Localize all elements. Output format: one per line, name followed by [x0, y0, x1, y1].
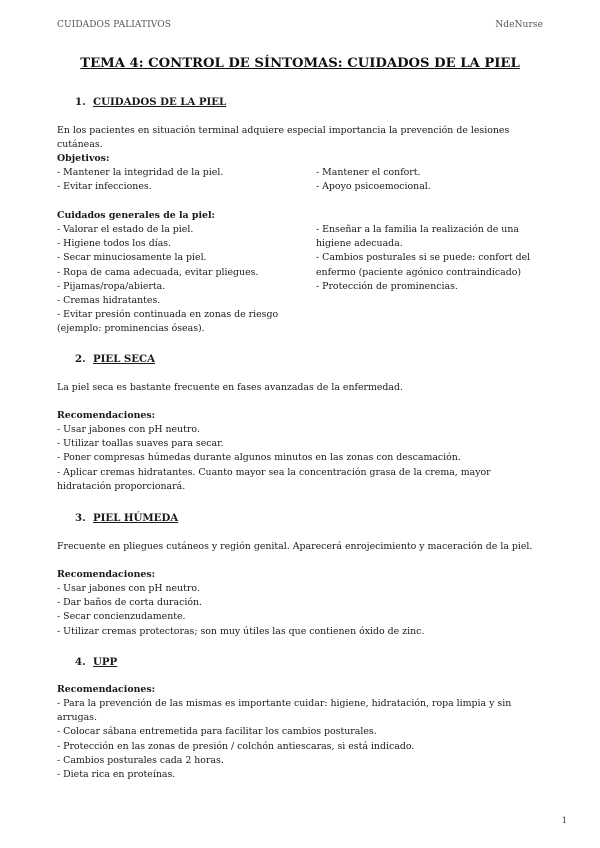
- list-item: - Colocar sábana entremetida para facilitar los cambios posturales.: [57, 726, 377, 738]
- list-item: - Usar jabones con pH neutro.: [57, 583, 200, 594]
- list-item: - Protección de prominencias.: [316, 280, 458, 292]
- objectives-label: Objetivos:: [57, 153, 110, 164]
- list-item: - Mantener el confort.: [316, 167, 421, 178]
- list-item: - Poner compresas húmedas durante algunos minutos en las zonas con descamación.: [57, 452, 461, 464]
- list-item: - Dieta rica en proteínas.: [57, 769, 176, 781]
- section-4-heading: 4. UPP: [75, 656, 118, 668]
- section-1-heading: 1. CUIDADOS DE LA PIEL: [75, 96, 227, 108]
- section-4-list: [57, 697, 547, 782]
- list-item: - Valorar el estado de la piel.: [57, 224, 194, 235]
- section-3-intro: Frecuente en pliegues cutáneos y región genital. Aparecerá enrojecimiento y maceración de la piel.: [57, 541, 533, 552]
- list-item: - Higiene todos los días.: [57, 238, 172, 250]
- section-3-recommendations-label: Recomendaciones:: [57, 569, 156, 580]
- page-title: TEMA 4: CONTROL DE SÍNTOMAS: CUIDADOS DE LA PIEL: [80, 56, 520, 71]
- list-item: - Evitar presión continuada en zonas de riesgo (ejemplo: prominencias óseas).: [57, 309, 279, 335]
- section-4-recommendations-label: Recomendaciones:: [57, 684, 156, 695]
- section-2-recommendations-label: Recomendaciones:: [57, 410, 156, 421]
- header-course: CUIDADOS PALIATIVOS: [57, 20, 171, 30]
- list-item: - Mantener la integridad de la piel.: [57, 167, 224, 178]
- section-2-list: [57, 423, 547, 494]
- list-item: - Utilizar cremas protectoras; son muy útiles las que contienen óxido de zinc.: [57, 625, 425, 637]
- section-2-intro: La piel seca es bastante frecuente en fases avanzadas de la enfermedad.: [57, 382, 403, 393]
- section-3-heading: 3. PIEL HÚMEDA: [75, 512, 179, 524]
- list-item: - Enseñar a la familia la realización de una higiene adecuada.: [316, 224, 519, 250]
- header-author: NdeNurse: [495, 20, 543, 30]
- care-left-column: [57, 223, 297, 337]
- section-1-intro: En los pacientes en situación terminal adquiere especial importancia la prevención de lesiones cutáneas.: [57, 125, 510, 151]
- care-right-column: [316, 223, 548, 294]
- care-list: [57, 223, 547, 338]
- objectives-left-column: [57, 166, 297, 194]
- list-item: - Ropa de cama adecuada, evitar pliegues.: [57, 266, 259, 278]
- list-item: - Dar baños de corta duración.: [57, 597, 203, 609]
- list-item: - Aplicar cremas hidratantes. Cuanto mayor sea la concentración grasa de la crema, mayor hidratación proporcionará.: [57, 466, 491, 492]
- list-item: - Para la prevención de las mismas es importante cuidar: higiene, hidratación, ropa limpia y sin arrugas.: [57, 698, 512, 724]
- list-item: - Pijamas/ropa/abierta.: [57, 280, 166, 292]
- objectives-right-column: [316, 166, 548, 194]
- list-item: - Cambios posturales cada 2 horas.: [57, 754, 224, 766]
- section-3-list: [57, 582, 547, 639]
- list-item: - Cremas hidratantes.: [57, 295, 161, 307]
- list-item: - Secar minuciosamente la piel.: [57, 252, 207, 264]
- list-item: - Apoyo psicoemocional.: [316, 181, 431, 193]
- list-item: - Secar concienzudamente.: [57, 611, 186, 623]
- list-item: - Usar jabones con pH neutro.: [57, 424, 200, 435]
- section-2-heading: 2. PIEL SECA: [75, 353, 156, 365]
- objectives-list: [57, 166, 547, 196]
- list-item: - Utilizar toallas suaves para secar.: [57, 438, 224, 450]
- list-item: - Evitar infecciones.: [57, 181, 152, 193]
- list-item: - Protección en las zonas de presión / colchón antiescaras, si está indicado.: [57, 740, 415, 752]
- care-label: Cuidados generales de la piel:: [57, 210, 215, 221]
- page-header: [57, 20, 543, 30]
- list-item: - Cambios posturales si se puede: confort del enfermo (paciente agónico contraindicado): [316, 252, 531, 278]
- page-number: 1: [561, 816, 567, 826]
